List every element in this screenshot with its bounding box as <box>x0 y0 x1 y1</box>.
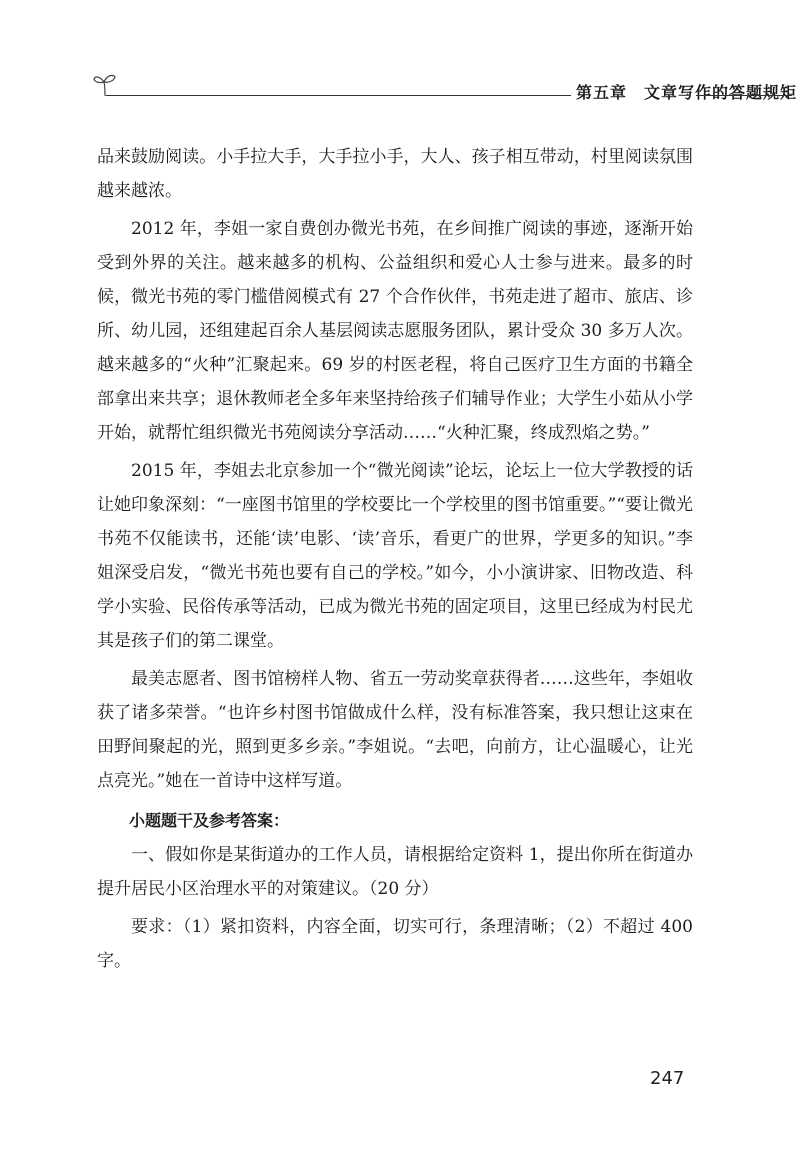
paragraph-3: 2015 年，李姐去北京参加一个“微光阅读”论坛，论坛上一位大学教授的话让她印象深刻：“一座图书馆里的学校要比一个学校里的图书馆重要。”“要让微光书苑不仅能读书，还能‘读’电影、‘读’音乐，看更广的世界，学更多的知识。”李姐深受启发，“微光书苑也要有自己的学校。”如今，小小演讲家、旧物改造、科学小实验、民俗传承等活动，已成为微光书苑的固定项目，这里已经成为村民尤其是孩子们的第二课堂。 <box>97 461 693 651</box>
question-1-requirements: 要求：（1）紧扣资料，内容全面，切实可行，条理清晰；（2）不超过 400 字。 <box>97 917 693 971</box>
header-rule-right <box>696 95 792 96</box>
paragraph-2: 2012 年，李姐一家自费创办微光书苑，在乡间推广阅读的事迹，逐渐开始受到外界的关注。越来越多的机构、公益组织和爱心人士参与进来。最多的时候，微光书苑的零门槛借阅模式有 27 个合作伙伴，书苑走进了超市、旅店、诊所、幼儿园，还组建起百余人基层阅读志愿服务团队，累计受众 30 多万人次。越来越多的“火种”汇聚起来。69 岁的村医老程，将自己医疗卫生方面的书籍全部拿出来共享；退休教师老全多年来坚持给孩子们辅导作业；大学生小茹从小学开始，就帮忙组织微光书苑阅读分享活动……“火种汇聚，终成烈焰之势。” <box>97 219 693 443</box>
page-number: 247 <box>650 1068 685 1089</box>
section-subheading: 小题题干及参考答案： <box>129 811 290 830</box>
page-body <box>97 140 693 978</box>
running-header <box>92 70 798 102</box>
question-1: 一、假如你是某街道办的工作人员，请根据给定资料 1，提出你所在街道办提升居民小区治理水平的对策建议。（20 分） <box>97 845 693 899</box>
paragraph-4: 最美志愿者、图书馆榜样人物、省五一劳动奖章获得者……这些年，李姐收获了诸多荣誉。“也许乡村图书馆做成什么样，没有标准答案，我只想让这束在田野间聚起的光，照到更多乡亲。”李姐说。“去吧，向前方，让心温暖心，让光点亮光。”她在一首诗中这样写道。 <box>97 669 693 791</box>
chapter-title: 第五章 文章写作的答题规矩 <box>576 83 798 102</box>
sprout-icon <box>92 70 118 98</box>
header-rule-left <box>106 95 571 96</box>
paragraph-1: 品来鼓励阅读。小手拉大手，大手拉小手，大人、孩子相互带动，村里阅读氛围越来越浓。 <box>97 147 693 201</box>
